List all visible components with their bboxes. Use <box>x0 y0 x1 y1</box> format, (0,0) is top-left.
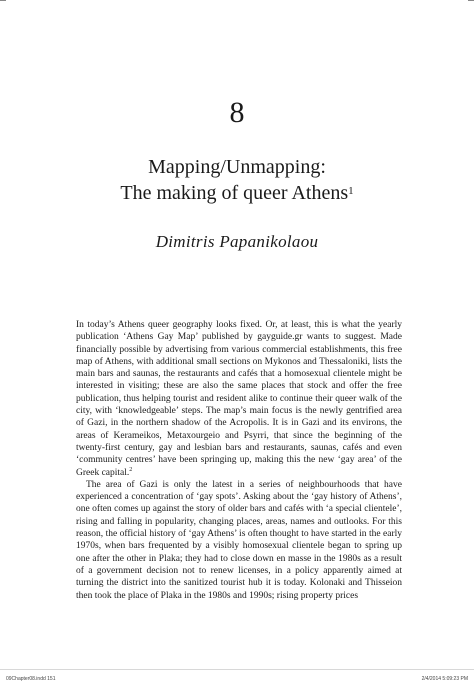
crop-mark-top-left <box>0 0 6 1</box>
chapter-title-line1: Mapping/Unmapping: <box>148 156 326 178</box>
chapter-number: 8 <box>229 96 245 129</box>
slug-timestamp: 2/4/2014 5:09:23 PM <box>421 676 468 682</box>
body-paragraph-1-text: In today’s Athens queer geography looks fixed. Or, at least, this is what the yearly publication ‘Athens Gay Map’ published by gayguide.gr wants to suggest. Made financially possible by advertising from various commercial establishments, this free map of Athens, with additional small sections on Mykonos and Thessaloniki, lists the main bars and saunas, the restaurants and cafés that a homosexual clientele might be interested in visiting; these are also the same places that stock and offer the free publication, thus helping tourist and resident alike to continue their queer walk of the city, with ‘knowledgeable’ steps. The map’s main focus is the newly gentrified area of Gazi, in the northern shadow of the Acropolis. It is in Gazi and its environs, the areas of Kerameikos, Metaxourgeio and Psyrri, that since the beginning of the twenty-first century, gay and lesbian bars and restaurants, saunas, cafés and even ‘community centres’ have been springing up, making this the new ‘gay area’ of the Greek capital. <box>76 320 402 478</box>
crop-mark-top-right <box>468 0 474 1</box>
chapter-title-line2 <box>0 180 474 206</box>
slug-file-info: 09Chapter08.indd 151 <box>6 676 56 682</box>
chapter-title-note[interactable]: 1 <box>348 185 354 197</box>
footer-rule <box>0 669 474 670</box>
author-name: Dimitris Papanikolaou <box>155 232 319 251</box>
footnote-ref-2[interactable]: 2 <box>129 466 133 473</box>
body-text <box>76 319 402 602</box>
body-paragraph-2: The area of Gazi is only the latest in a series of neighbourhoods that have experienced a concentration of ‘gay spots’. Asking about the ‘gay history of Athens’, one often comes up against the story of older bars and cafés with ‘a special clientele’, rising and falling in popularity, changing places, areas, names and outlooks. For this reason, the official history of ‘gay Athens’ is often thought to have started in the early 1970s, when bars frequented by a visibly homosexual clientele began to spring up one after the other in Plaka; they had to close down en masse in the 1980s as a result of a government decision not to renew licenses, in a policy apparently aimed at turning the district into the sanitized tourist hub it is today. Kolonaki and Thisseion then took the place of Plaka in the 1980s and 1990s; rising property prices <box>76 479 402 601</box>
chapter-title <box>0 154 474 206</box>
chapter-title-line2-text: The making of queer Athens <box>120 182 349 204</box>
body-paragraph-1 <box>76 319 402 479</box>
